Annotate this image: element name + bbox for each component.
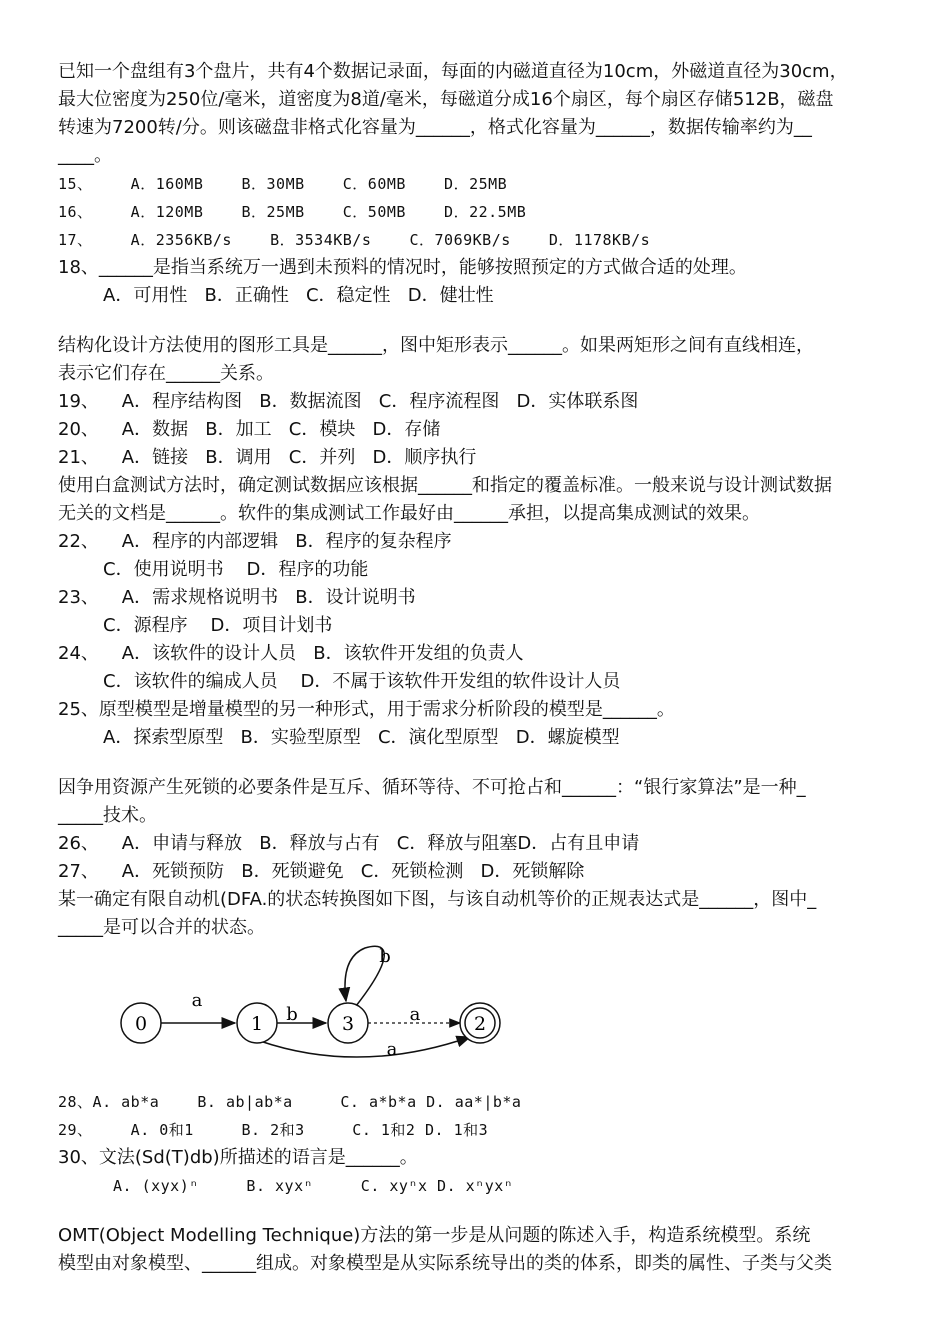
- question-24-line1: 24、 A．该软件的设计人员 B．该软件开发组的负责人: [58, 643, 524, 664]
- para1-line4: ____。: [58, 145, 112, 166]
- question-19: 19、 A．程序结构图 B．数据流图 C．程序流程图 D．实体联系图: [58, 391, 639, 412]
- para2-line1: 结构化设计方法使用的图形工具是______，图中矩形表示______。如果两矩形之间有直线相连，: [58, 335, 814, 356]
- question-15: 15、 A．160MB B．30MB C．60MB D．25MB: [58, 175, 508, 193]
- question-16: 16、 A．120MB B．25MB C．50MB D．22.5MB: [58, 203, 527, 221]
- question-17: 17、 A．2356KB/s B．3534KB/s C．7069KB/s D．1178KB/s: [58, 231, 651, 249]
- para4-line1: 因争用资源产生死锁的必要条件是互斥、循环等待、不可抢占和______：“银行家算法”是一种_: [58, 777, 806, 798]
- edge-label-3-2: a: [409, 1004, 421, 1025]
- question-23-line2: C．源程序 D．项目计划书: [103, 615, 333, 636]
- question-21: 21、 A．链接 B．调用 C．并列 D．顺序执行: [58, 447, 477, 468]
- state-1-label: 1: [250, 1013, 264, 1035]
- para5-line1: 某一确定有限自动机(DFA.的状态转换图如下图，与该自动机等价的正规表达式是______，图中_: [58, 889, 817, 910]
- dfa-diagram: [110, 940, 520, 1075]
- para4-line2: _____技术。: [58, 805, 157, 826]
- state-2-label: 2: [473, 1013, 487, 1035]
- edge-label-loop: b: [379, 946, 391, 967]
- question-20: 20、 A．数据 B．加工 C．模块 D．存储: [58, 419, 441, 440]
- para1-line1: 已知一个盘组有3个盘片，共有4个数据记录面，每面的内磁道直径为10cm，外磁道直径为30cm，: [58, 61, 848, 82]
- question-25-options: A．探索型原型 B．实验型原型 C．演化型原型 D．螺旋模型: [103, 727, 620, 748]
- question-26: 26、 A．申请与释放 B．释放与占有 C．释放与阻塞D．占有且申请: [58, 833, 640, 854]
- edge-label-0-1: a: [191, 990, 203, 1011]
- question-23-line1: 23、 A．需求规格说明书 B．设计说明书: [58, 587, 416, 608]
- para6-line1: OMT(Object Modelling Technique)方法的第一步是从问题的陈述入手，构造系统模型。系统: [58, 1225, 811, 1246]
- state-3-label: 3: [341, 1013, 355, 1035]
- question-28: 28、A. ab*a B. ab|ab*a C. a*b*a D. aa*|b*a: [58, 1093, 522, 1111]
- question-18-stem: 18、______是指当系统万一遇到未预料的情况时，能够按照预定的方式做合适的处理。: [58, 257, 747, 278]
- para5-line2: _____是可以合并的状态。: [58, 917, 265, 938]
- question-25-stem: 25、原型模型是增量模型的另一种形式，用于需求分析阶段的模型是______。: [58, 699, 675, 720]
- para1-line3: 转速为7200转/分。则该磁盘非格式化容量为______，格式化容量为______，数据传输率约为__: [58, 117, 812, 138]
- edge-1-to-2: [260, 1037, 470, 1057]
- para3-line1: 使用白盒测试方法时，确定测试数据应该根据______和指定的覆盖标准。一般来说与设计测试数据: [58, 475, 832, 496]
- question-18-options: A．可用性 B．正确性 C．稳定性 D．健壮性: [103, 285, 494, 306]
- question-30-stem: 30、文法(Sd(T)db)所描述的语言是______。: [58, 1147, 418, 1168]
- edge-label-1-3: b: [286, 1004, 298, 1025]
- question-30-options: A. (xyx)ⁿ B. xyxⁿ C. xyⁿx D. xⁿyxⁿ: [113, 1177, 514, 1195]
- question-22-line1: 22、 A．程序的内部逻辑 B．程序的复杂程序: [58, 531, 452, 552]
- para3-line2: 无关的文档是______。软件的集成测试工作最好由______承担，以提高集成测试的效果。: [58, 503, 760, 524]
- edge-label-1-2: a: [386, 1039, 398, 1060]
- state-0-label: 0: [134, 1013, 148, 1035]
- para6-line2: 模型由对象模型、______组成。对象模型是从实际系统导出的类的体系，即类的属性、子类与父类: [58, 1253, 832, 1274]
- question-24-line2: C．该软件的编成人员 D．不属于该软件开发组的软件设计人员: [103, 671, 621, 692]
- question-22-line2: C．使用说明书 D．程序的功能: [103, 559, 369, 580]
- question-29: 29、 A. 0和1 B. 2和3 C. 1和2 D. 1和3: [58, 1121, 489, 1139]
- para1-line2: 最大位密度为250位/毫米，道密度为8道/毫米，每磁道分成16个扇区，每个扇区存储512B，磁盘: [58, 89, 834, 110]
- question-27: 27、 A．死锁预防 B．死锁避免 C．死锁检测 D．死锁解除: [58, 861, 585, 882]
- para2-line2: 表示它们存在______关系。: [58, 363, 274, 384]
